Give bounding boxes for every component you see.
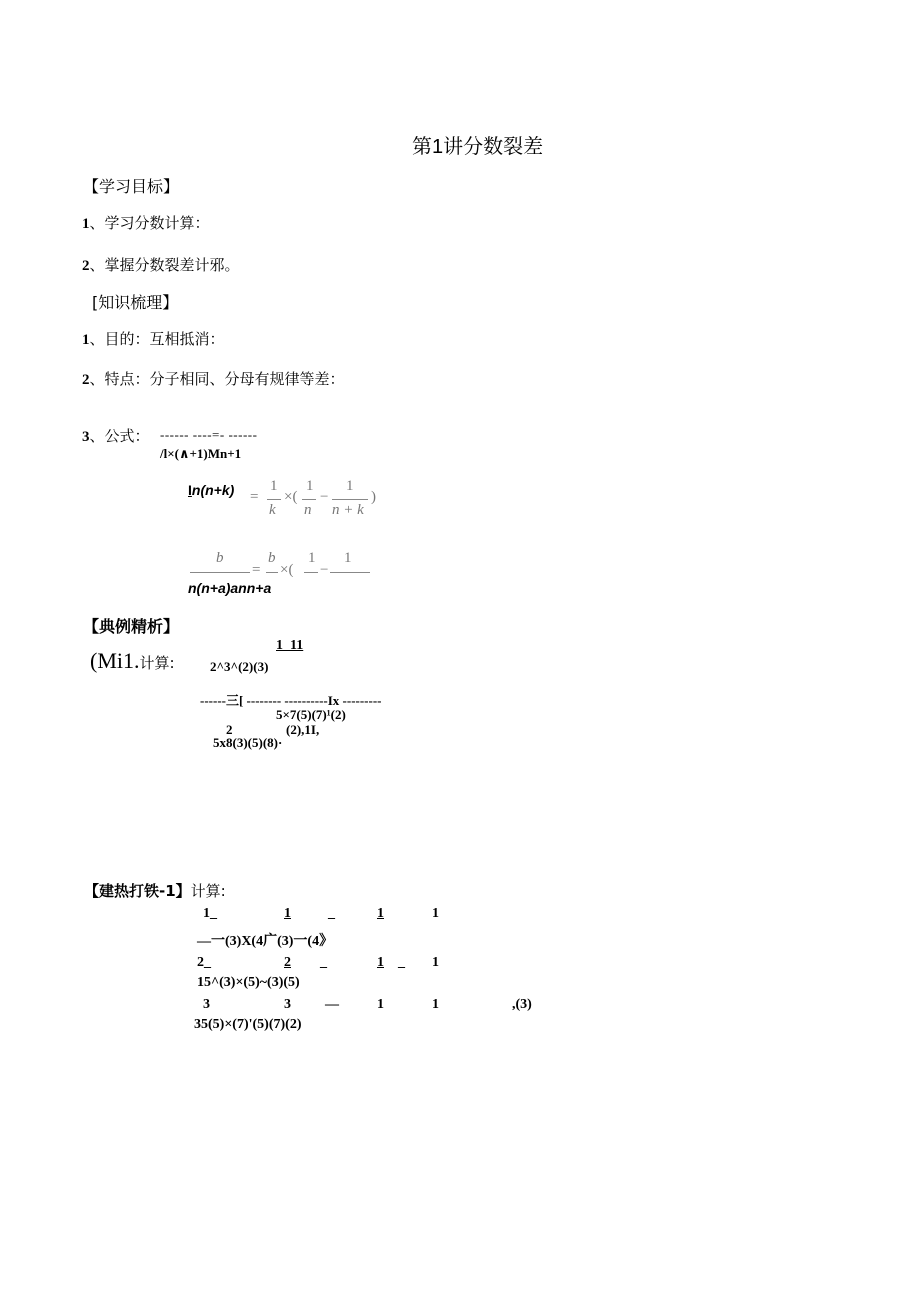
practice-cell: 3: [203, 997, 210, 1012]
practice-cell: 1: [377, 997, 384, 1012]
fraction-bar: [330, 572, 370, 573]
numerator: 1: [270, 478, 278, 494]
example-top-fraction: 1_11: [276, 638, 304, 653]
formula-a-image: [188, 550, 378, 580]
practice-line: 35(5)×(7)'(5)(7)(2): [194, 1017, 302, 1032]
practice-cell: 1: [377, 906, 384, 921]
goal-text: 、学习分数计算：: [89, 214, 210, 232]
formula-k-label-rest: n(n+k): [191, 482, 235, 498]
page-title: 第1讲分数裂差: [412, 136, 544, 158]
example-line-2: 5×7(5)(7)¹(2): [276, 707, 346, 722]
practice-cell: 2: [284, 955, 291, 970]
knowledge-text: 、公式：: [89, 427, 150, 445]
practice-cell: 1: [432, 997, 439, 1012]
formula-k-label-i: I: [188, 482, 192, 498]
goal-number: 2: [82, 258, 90, 274]
formula-k-image: [250, 478, 380, 522]
practice-cell: _: [398, 955, 405, 970]
knowledge-text: 、特点：分子相同、分母有规律等差：: [89, 370, 345, 388]
knowledge-heading: [知识梳理】: [92, 293, 179, 312]
times-sign: ×(: [284, 489, 298, 505]
knowledge-text: 、目的：互相抵消：: [89, 330, 225, 348]
practice-heading-label: 【建热打铁-1】: [84, 882, 191, 900]
close-paren: ): [371, 489, 376, 505]
formula-dashes: ------ ----=- ------: [160, 427, 258, 442]
practice-calc-text: 计算:: [190, 882, 226, 900]
practice-line: 15^(3)×(5)~(3)(5): [197, 975, 300, 990]
practice-cell: 1: [432, 955, 439, 970]
knowledge-item-2: [82, 368, 345, 389]
practice-cell: _: [328, 906, 335, 921]
fraction-bar: [266, 572, 278, 573]
practice-cell: —: [325, 997, 339, 1012]
knowledge-number: 1: [82, 332, 90, 348]
example-label: [90, 648, 175, 674]
knowledge-number: 2: [82, 372, 90, 388]
practice-cell: ,(3): [512, 997, 532, 1012]
formula-line: /l×(∧+1)Mn+1: [160, 446, 242, 461]
example-line-4: 5x8(3)(5)(8)·: [213, 735, 283, 750]
equals-sign: =: [250, 489, 259, 505]
knowledge-item-1: [82, 328, 225, 349]
times-sign: ×(: [280, 562, 294, 578]
numerator: b: [216, 550, 224, 566]
goals-heading: 【学习目标】: [83, 177, 180, 196]
example-line-3a: 2: [226, 722, 233, 737]
formula-a-denominator: n(n+a)ann+a: [188, 580, 272, 596]
example-calc-text: 计算:: [139, 654, 175, 672]
minus-sign: −: [320, 562, 329, 578]
numerator: 1: [346, 478, 354, 494]
goal-item-1: [82, 212, 210, 233]
numerator: b: [268, 550, 276, 566]
fraction-bar: [332, 499, 368, 500]
example-number: (Mi1.: [90, 648, 140, 673]
fraction-bar: [190, 572, 250, 573]
fraction-bar: [304, 572, 318, 573]
denominator: k: [269, 502, 276, 518]
minus-sign: −: [320, 489, 329, 505]
knowledge-number: 3: [82, 429, 90, 445]
numerator: 1: [306, 478, 314, 494]
practice-cell: 3: [284, 997, 291, 1012]
practice-cell: 1: [432, 906, 439, 921]
practice-heading: [84, 880, 226, 901]
goal-item-2: [82, 254, 240, 275]
knowledge-item-3: [82, 425, 150, 446]
example-line-3b: (2),1I,: [286, 722, 320, 737]
example-heading: 【典例精析】: [83, 617, 180, 636]
practice-line: —一(3)X(4广(3)一(4》: [197, 934, 334, 949]
practice-cell: 1_: [203, 906, 217, 921]
formula-k-label: [188, 480, 234, 499]
practice-cell: _: [320, 955, 327, 970]
practice-cell: 1: [284, 906, 291, 921]
denominator: n: [304, 502, 312, 518]
fraction-bar: [302, 499, 316, 500]
numerator: 1: [308, 550, 316, 566]
goal-text: 、掌握分数裂差计邪。: [89, 256, 240, 274]
example-dash-line: ------三[ -------- ----------Ix ---------: [200, 693, 382, 708]
practice-cell: 2_: [197, 955, 211, 970]
equals-sign: =: [252, 562, 261, 578]
denominator: n + k: [332, 502, 364, 518]
practice-cell: 1: [377, 955, 384, 970]
goal-number: 1: [82, 216, 90, 232]
example-line-1: 2^3^(2)(3): [210, 659, 269, 674]
fraction-bar: [267, 499, 281, 500]
numerator: 1: [344, 550, 352, 566]
